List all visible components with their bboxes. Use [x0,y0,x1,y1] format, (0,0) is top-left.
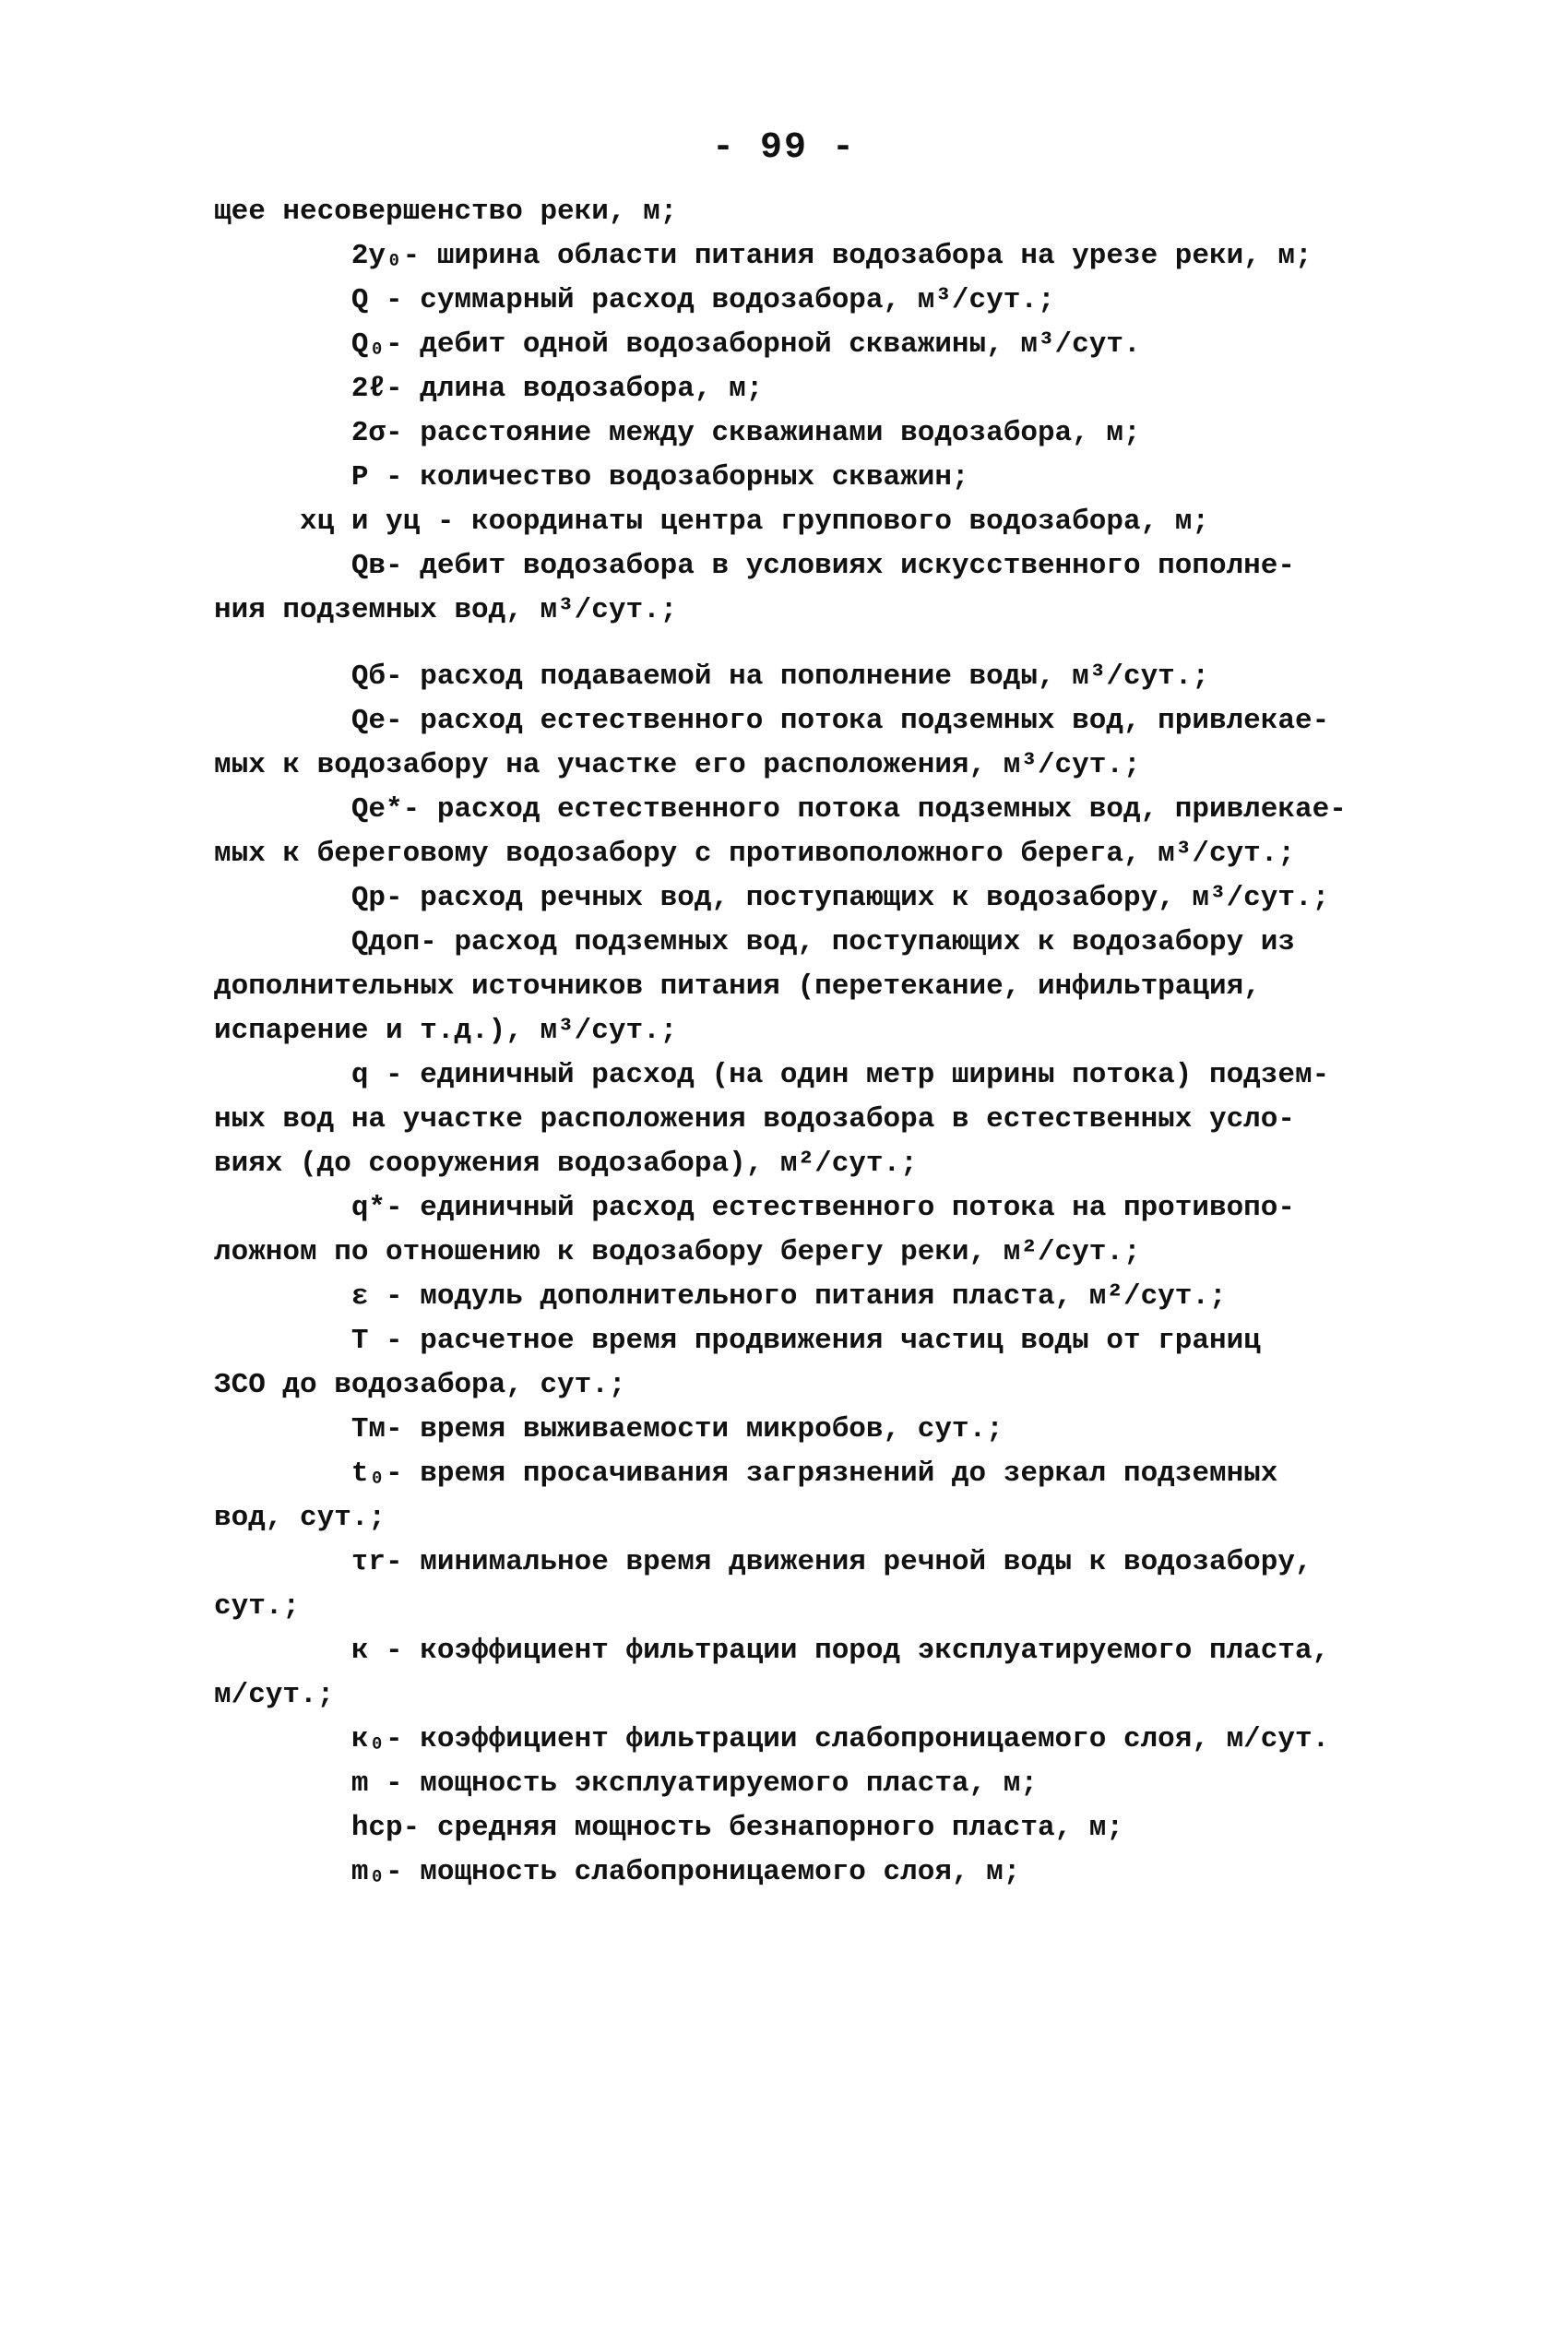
text-line: вод, сут.; [214,1502,386,1534]
text-line: ния подземных вод, м³/сут.; [214,594,678,626]
term-2sigma: 2σ- расстояние между скважинами водозабора, м; [214,417,1141,449]
term-T: T - расчетное время продвижения частиц воды от границ [214,1325,1261,1357]
term-Q: Q - суммарный расход водозабора, м³/сут.; [214,284,1055,316]
term-Tm: Tм- время выживаемости микробов, сут.; [214,1413,1004,1446]
term-q: q - единичный расход (на один метр ширины потока) подзем- [214,1059,1330,1091]
term-m: m - мощность эксплуатируемого пласта, м; [214,1767,1038,1800]
term-t0: t₀- время просачивания загрязнений до зеркал подземных [214,1458,1278,1490]
spacer [214,633,1395,655]
term-hcp: hср- средняя мощность безнапорного пласта, м; [214,1812,1123,1844]
term-Qr: Qр- расход речных вод, поступающих к водозабору, м³/сут.; [214,882,1330,914]
term-Qb: Qб- расход подаваемой на пополнение воды, м³/сут.; [214,660,1209,693]
text-line: ных вод на участке расположения водозабора в естественных усло- [214,1103,1295,1136]
text-line: дополнительных источников питания (перетекание, инфильтрация, [214,970,1261,1003]
term-Qv: Qв- дебит водозабора в условиях искусственного пополне- [214,550,1295,582]
term-Qdop: Qдоп- расход подземных вод, поступающих к водозабору из [214,926,1295,958]
term-m0: m₀- мощность слабопроницаемого слоя, м; [214,1856,1021,1888]
text-line: мых к береговому водозабору с противоположного берега, м³/сут.; [214,838,1295,870]
page-number: - 99 - [711,127,857,169]
term-q-star: q*- единичный расход естественного потока на противопо- [214,1192,1295,1224]
term-Qe: Qе- расход естественного потока подземных вод, привлекае- [214,705,1330,737]
text-line: испарение и т.д.), м³/сут.; [214,1015,678,1047]
term-k0: к₀- коэффициент фильтрации слабопроницаемого слоя, м/сут. [214,1723,1330,1755]
text-line: ЗСО до водозабора, сут.; [214,1369,626,1401]
text-line: м/сут.; [214,1679,335,1711]
term-Q0: Q₀- дебит одной водозаборной скважины, м³/сут. [214,328,1141,361]
text-line: виях (до сооружения водозабора), м²/сут.; [214,1148,918,1180]
text-line: ложном по отношению к водозабору берегу реки, м²/сут.; [214,1236,1141,1268]
text-line: мых к водозабору на участке его расположения, м³/сут.; [214,749,1141,781]
term-2l: 2ℓ- длина водозабора, м; [214,373,764,405]
text-line: сут.; [214,1590,301,1623]
term-tau-r: τr- минимальное время движения речной воды к водозабору, [214,1546,1313,1578]
term-xc-yc: xц и yц - координаты центра группового водозабора, м; [214,506,1209,538]
term-P: P - количество водозаборных скважин; [214,461,969,494]
notation-list [214,190,1395,1895]
term-2y0: 2y₀- ширина области питания водозабора на урезе реки, м; [214,240,1313,272]
text-line: щее несовершенство реки, м; [214,196,678,228]
term-k: к - коэффициент фильтрации пород эксплуатируемого пласта, [214,1635,1330,1667]
term-epsilon: ε - модуль дополнительного питания пласта, м²/сут.; [214,1280,1227,1313]
term-Qe-star: Qе*- расход естественного потока подземных вод, привлекае- [214,793,1347,826]
